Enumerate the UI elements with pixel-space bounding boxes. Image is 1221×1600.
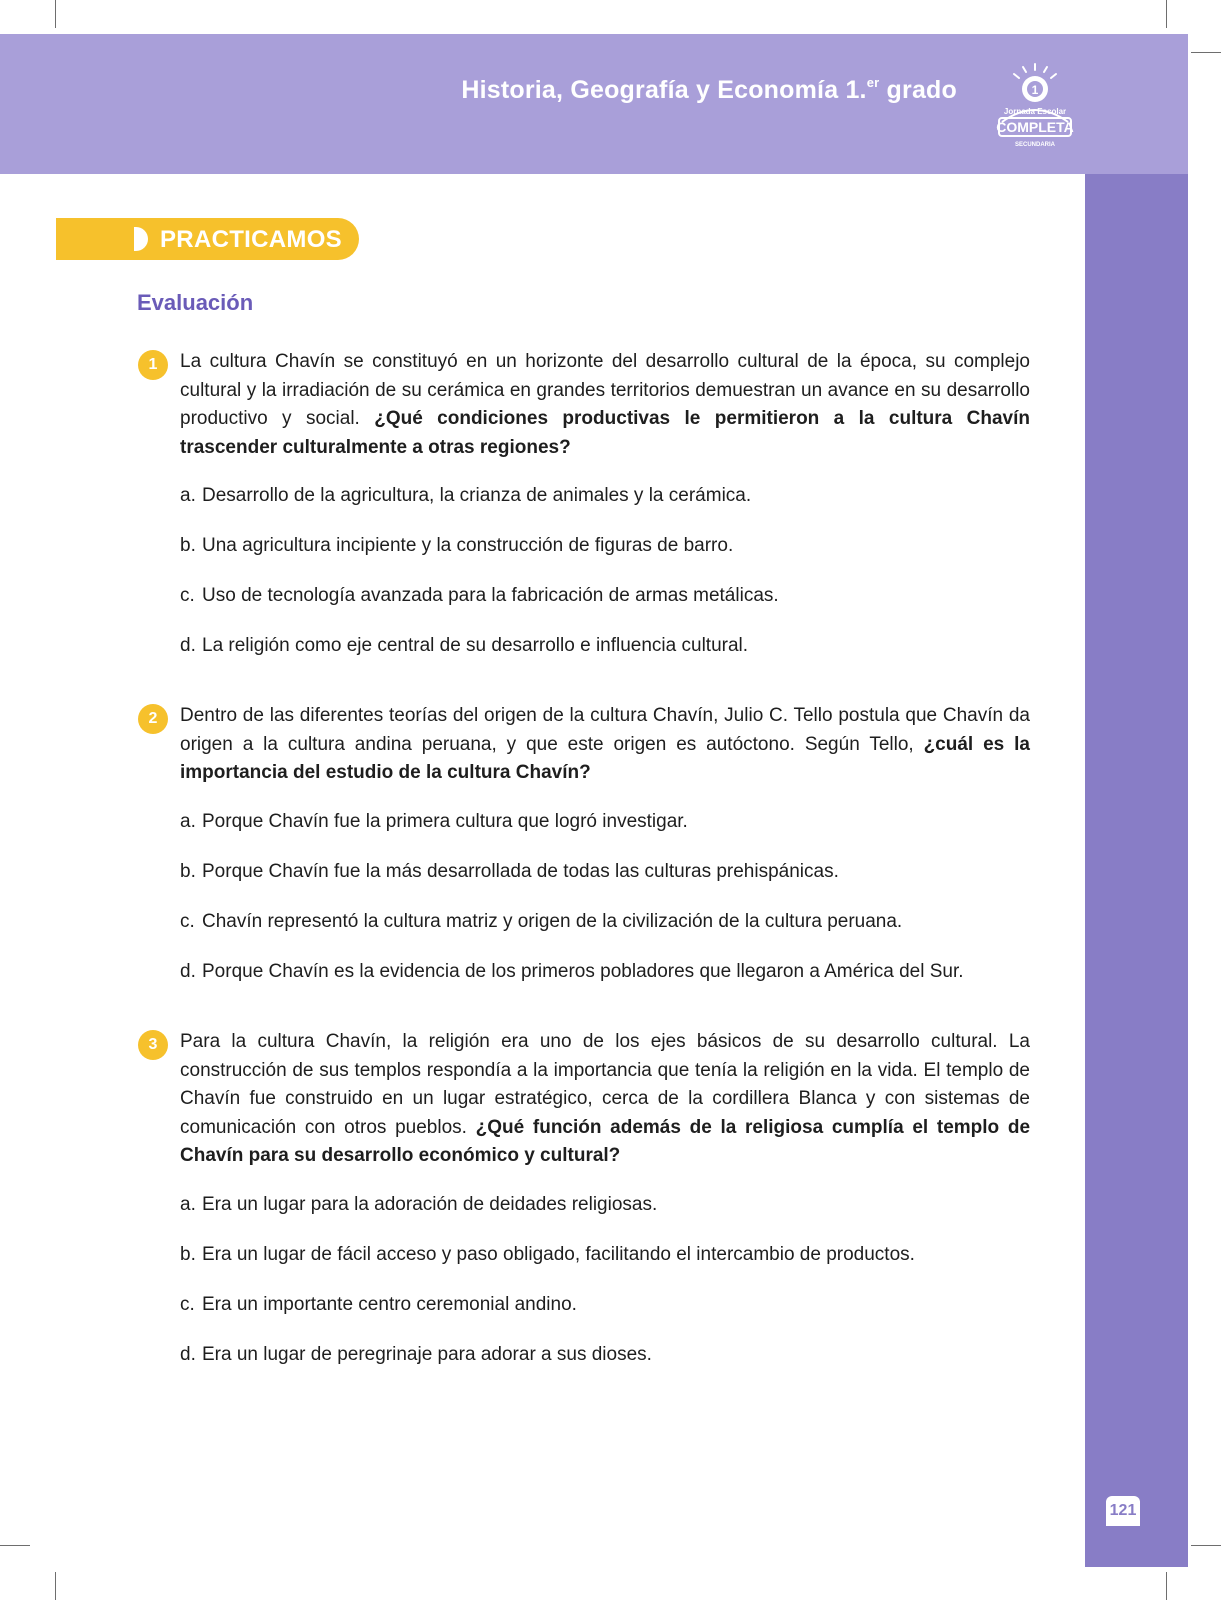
- sidebar-band: [1085, 174, 1188, 1567]
- option-a: a. Desarrollo de la agricultura, la crianza de animales y la cerámica.: [180, 485, 752, 506]
- question-stem: La cultura Chavín se constituyó en un horizonte del desarrollo cultural de la época, su complejo cultural y la irradiación de su cerámica en grandes territorios demuestran un avance en su desarrollo productivo y social. ¿Qué condiciones productivas le permitieron a la cultura Chavín trascender culturalmente a otras regiones?: [180, 351, 1030, 458]
- option-c: c. Uso de tecnología avanzada para la fabricación de armas metálicas.: [180, 585, 779, 606]
- crop-mark: [55, 0, 56, 28]
- options-list: [180, 482, 1030, 660]
- question-stem: Para la cultura Chavín, la religión era uno de los ejes básicos de su desarrollo cultural. La construcción de sus templos respondía a la importancia que tenía la religión en la vida. El templo de Chavín fue construido en un lugar estratégico, cerca de la cordillera Blanca y con sistemas de comunicación con otros pueblos. ¿Qué función además de la religiosa cumplía el templo de Chavín para su desarrollo económico y cultural?: [180, 1031, 1031, 1166]
- crop-mark: [1191, 1545, 1221, 1546]
- option-d: d. Era un lugar de peregrinaje para adorar a sus dioses.: [180, 1343, 652, 1365]
- option-b: b. Era un lugar de fácil acceso y paso obligado, facilitando el intercambio de productos.: [180, 1243, 915, 1265]
- question-prompt: ¿Qué función además de la religiosa cumplía el templo de Chavín para su desarrollo económico y cultural?: [180, 1116, 1031, 1166]
- option-b: b. Porque Chavín fue la más desarrollada de todas las culturas prehispánicas.: [180, 860, 839, 882]
- options-list: [180, 808, 1030, 986]
- crop-mark: [1166, 1572, 1167, 1600]
- option-a: a. Era un lugar para la adoración de deidades religiosas.: [180, 1193, 658, 1215]
- option-c: c. Chavín representó la cultura matriz y origen de la civilización de la cultura peruana.: [180, 910, 903, 932]
- crop-mark: [1191, 52, 1221, 53]
- question-2: [148, 702, 1030, 1008]
- question-3: [148, 1028, 1031, 1391]
- crop-mark: [55, 1572, 56, 1600]
- section-title: Evaluación: [137, 290, 254, 315]
- header-title: Historia, Geografía y Economía 1.$^{er}$ grado: [461, 74, 957, 104]
- option-c: c. Era un importante centro ceremonial andino.: [180, 1293, 577, 1315]
- question-stem: Dentro de las diferentes teorías del origen de la cultura Chavín, Julio C. Tello postula que Chavín da origen a la cultura andina peruana, y que este origen es autóctono. Según Tello, ¿cuál es la importancia del estudio de la cultura Chavín?: [180, 705, 1030, 783]
- question-1: [148, 348, 1030, 682]
- option-a: a. Porque Chavín fue la primera cultura que logró investigar.: [180, 810, 688, 832]
- option-d: d. La religión como eje central de su desarrollo e influencia cultural.: [180, 635, 749, 656]
- question-number: 1: [138, 350, 168, 380]
- svg-text:Jornada Escolar: Jornada Escolar: [1003, 107, 1067, 116]
- svg-text:1: 1: [1031, 83, 1039, 97]
- options-list: [180, 1191, 1030, 1369]
- page-number: 121: [1106, 1496, 1140, 1526]
- question-number: 2: [138, 704, 168, 734]
- svg-text:COMPLETA: COMPLETA: [996, 119, 1074, 135]
- option-b: b. Una agricultura incipiente y la construcción de figuras de barro.: [180, 535, 734, 556]
- svg-text:SECUNDARIA: SECUNDARIA: [1014, 142, 1056, 148]
- option-d: d. Porque Chavín es la evidencia de los primeros pobladores que llegaron a América del Sur.: [180, 960, 964, 982]
- question-prompt: ¿cuál es la importancia del estudio de la cultura Chavín?: [180, 733, 1030, 783]
- jornada-escolar-completa-logo: [996, 62, 1074, 154]
- crop-mark: [0, 1545, 30, 1546]
- question-number: 3: [138, 1030, 168, 1060]
- question-prompt: ¿Qué condiciones productivas le permitieron a la cultura Chavín trascender culturalmente a otras regiones?: [180, 408, 1030, 458]
- crop-mark: [1166, 0, 1167, 28]
- banner-label: PRACTICAMOS: [160, 226, 342, 253]
